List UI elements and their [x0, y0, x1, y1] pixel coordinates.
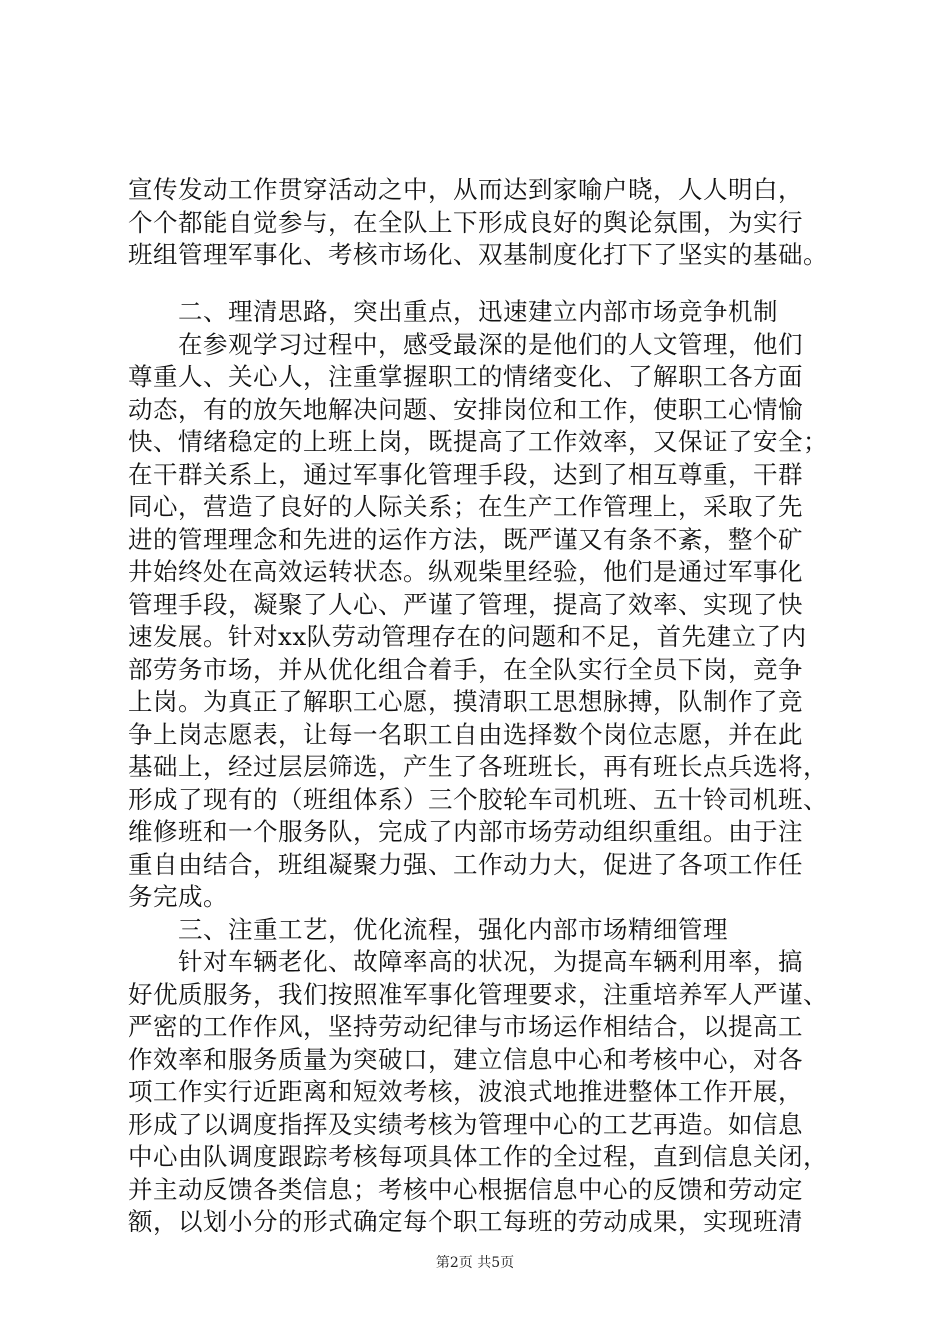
- text-line: 项工作实行近距离和短效考核，波浪式地推进整体工作开展，: [128, 1077, 803, 1106]
- text-line: 针对车辆老化、故障率高的状况，为提高车辆利用率，搞: [128, 947, 803, 976]
- text-line: 部劳务市场，并从优化组合着手，在全队实行全员下岗，竞争: [128, 654, 803, 684]
- text-line: 井始终处在高效运转状态。纵观柴里经验，他们是通过军事化: [128, 557, 803, 586]
- page-number-footer: 第2页 共5页: [435, 1255, 515, 1271]
- text-line: 上岗。为真正了解职工心愿，摸清职工思想脉搏，队制作了竞: [128, 687, 803, 716]
- text-line: 重自由结合，班组凝聚力强、工作动力大，促进了各项工作任: [128, 849, 803, 879]
- text-line: 尊重人、关心人，注重掌握职工的情绪变化、了解职工各方面: [128, 362, 803, 391]
- text-line: 基础上，经过层层筛选，产生了各班班长，再有班长点兵选将，: [128, 752, 828, 781]
- section-3-heading: 三、注重工艺，优化流程，强化内部市场精细管理: [128, 914, 728, 944]
- text-line: 形成了以调度指挥及实绩考核为管理中心的工艺再造。如信息: [128, 1109, 803, 1139]
- text-line: 快、情绪稳定的上班上岗，既提高了工作效率，又保证了安全；: [128, 427, 828, 456]
- text-line: 同心，营造了良好的人际关系；在生产工作管理上，采取了先: [128, 492, 803, 521]
- text-line: 个个都能自觉参与，在全队上下形成良好的舆论氛围，为实行: [128, 207, 803, 237]
- intro-paragraph: [128, 174, 838, 272]
- text-line: 并主动反馈各类信息；考核中心根据信息中心的反馈和劳动定: [128, 1174, 803, 1204]
- body-sections: [128, 296, 838, 1239]
- text-line: 中心由队调度跟踪考核每项具体工作的全过程，直到信息关闭，: [128, 1142, 828, 1171]
- text-line: 在参观学习过程中，感受最深的是他们的人文管理，他们: [128, 329, 803, 359]
- text-line: 严密的工作作风，坚持劳动纪律与市场运作相结合，以提高工: [128, 1012, 803, 1041]
- text-line: 作效率和服务质量为突破口，建立信息中心和考核中心，对各: [128, 1044, 803, 1074]
- text-line: 争上岗志愿表，让每一名职工自由选择数个岗位志愿，并在此: [128, 719, 803, 749]
- text-line: 动态，有的放矢地解决问题、安排岗位和工作，使职工心情愉: [128, 394, 803, 424]
- section-2-heading: 二、理清思路，突出重点，迅速建立内部市场竞争机制: [128, 297, 778, 326]
- text-line: 宣传发动工作贯穿活动之中，从而达到家喻户晓，人人明白，: [128, 175, 803, 204]
- text-line: 速发展。针对xx队劳动管理存在的问题和不足，首先建立了内: [128, 622, 807, 651]
- text-line: 班组管理军事化、考核市场化、双基制度化打下了坚实的基础。: [128, 240, 828, 269]
- text-line: 好优质服务，我们按照准军事化管理要求，注重培养军人严谨、: [128, 979, 828, 1009]
- text-line: 维修班和一个服务队，完成了内部市场劳动组织重组。由于注: [128, 817, 803, 846]
- text-line: 务完成。: [128, 882, 228, 911]
- text-line: 在干群关系上，通过军事化管理手段，达到了相互尊重，干群: [128, 459, 803, 489]
- text-line: 形成了现有的（班组体系）三个胶轮车司机班、五十铃司机班、: [128, 784, 828, 814]
- text-line: 进的管理理念和先进的运作方法，既严谨又有条不紊，整个矿: [128, 524, 803, 554]
- text-line: 额，以划小分的形式确定每个职工每班的劳动成果，实现班清: [128, 1207, 803, 1236]
- text-line: 管理手段，凝聚了人心、严谨了管理，提高了效率、实现了快: [128, 589, 803, 619]
